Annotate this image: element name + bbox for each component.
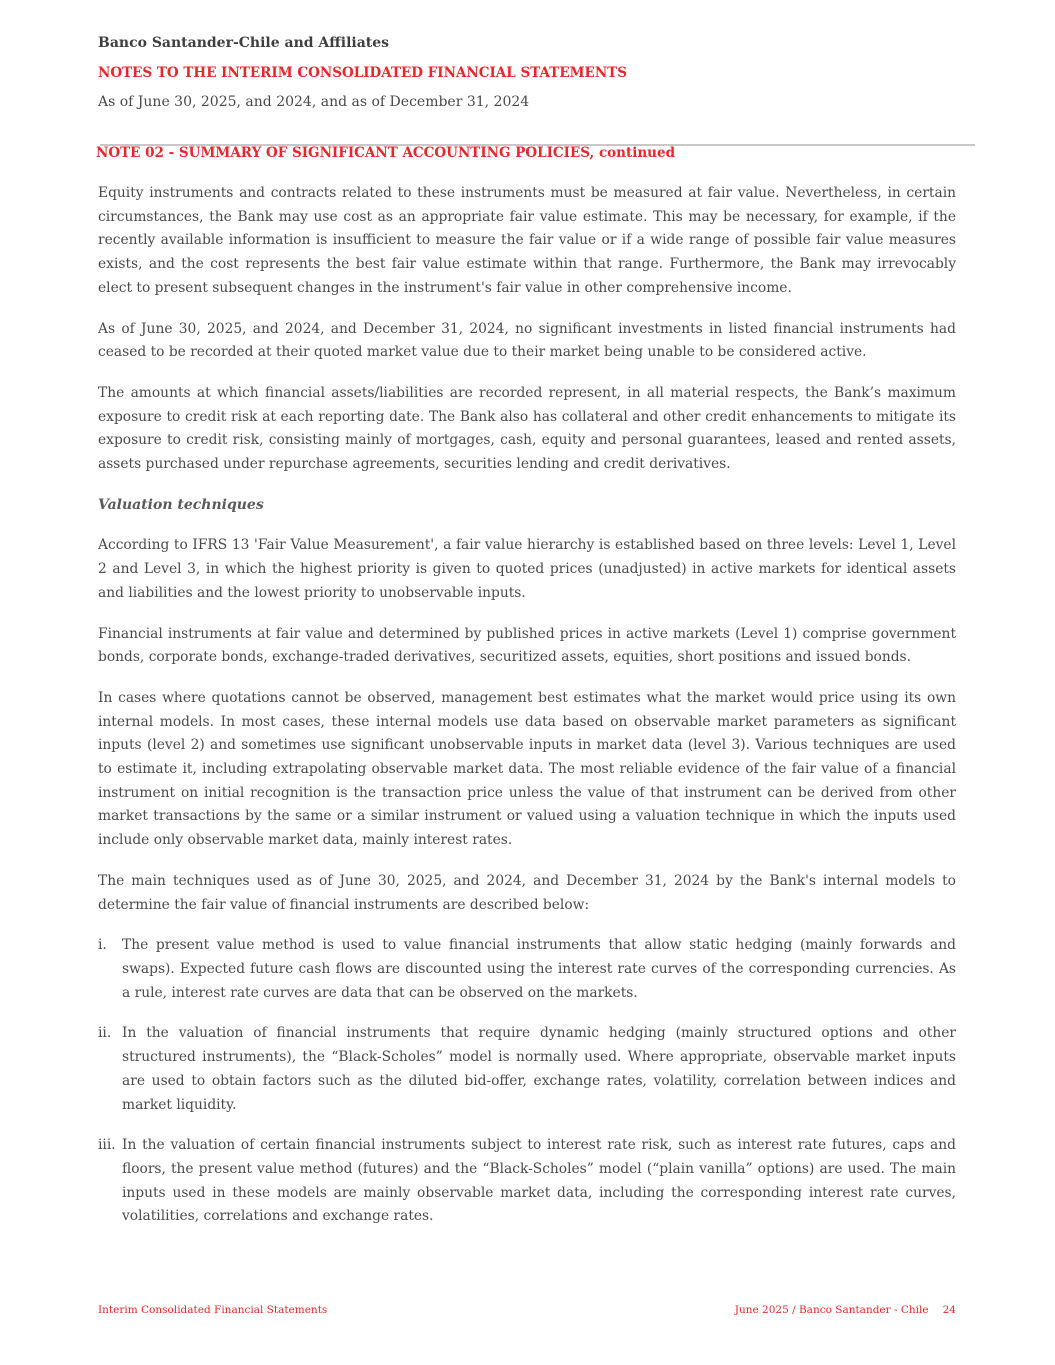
paragraph-credit-exposure: The amounts at which financial assets/liabilities are recorded represent, in all material respects, the Bank’s maximum exposure to credit risk at each reporting date. The Bank also has collateral and other credit enhancements to mitigate its exposure to credit risk, consisting mainly of mortgages, cash, equity and personal guarantees, leased and rented assets, assets purchased under repurchase agreements, securities lending and credit derivatives.: [98, 384, 956, 473]
list-item-text: In the valuation of financial instruments that require dynamic hedging (mainly structured options and other structured instruments), the “Black-Scholes” model is normally used. Where appropriate, observable market inputs are used to obtain factors such as the diluted bid-offer, exchange rates, volatility, correlation between indices and market liquidity.: [122, 1025, 956, 1113]
paragraph-listed-investments: As of June 30, 2025, and 2024, and December 31, 2024, no significant investments in listed financial instruments had ceased to be recorded at their quoted market value due to their market being unable to be considered active.: [98, 320, 956, 361]
page-number: 24: [942, 1304, 956, 1316]
paragraph-fair-value-hierarchy: According to IFRS 13 'Fair Value Measurement', a fair value hierarchy is established based on three levels: Level 1, Level 2 and Level 3, in which the highest priority is given to quoted prices (unadjusted) in active markets for identical assets and liabilities and the lowest priority to unobservable inputs.: [98, 537, 956, 601]
paragraph-internal-models: In cases where quotations cannot be observed, management best estimates what the market would price using its own internal models. In most cases, these internal models use data based on observable market parameters as significant inputs (level 2) and sometimes use significant unobservable inputs in market data (level 3). Various techniques are used to estimate it, including extrapolating observable market data. The most reliable evidence of the fair value of a financial instrument on initial recognition is the transaction price unless the value of that instrument can be derived from other market transactions by the same or a similar instrument or valued using a valuation technique in which the inputs used include only observable market data, mainly interest rates.: [98, 689, 956, 849]
paragraph-level-1-instruments: Financial instruments at fair value and determined by published prices in active markets (Level 1) comprise government bonds, corporate bonds, exchange-traded derivatives, securitized assets, equities, short positions and issued bonds.: [98, 625, 956, 666]
list-item: [98, 934, 956, 1005]
note-body: [98, 182, 956, 1246]
list-item-text: In the valuation of certain financial instruments subject to interest rate risk, such as interest rate futures, caps and floors, the present value method (futures) and the “Black-Scholes” model (“plain vanilla” options) are used. The main inputs used in these models are mainly observable market data, including the corresponding interest rate curves, volatilities, correlations and exchange rates.: [122, 1137, 956, 1225]
footer-right: [735, 1302, 956, 1318]
notes-title: NOTES TO THE INTERIM CONSOLIDATED FINANCIAL STATEMENTS: [98, 65, 627, 81]
list-marker: i.: [98, 937, 107, 954]
list-item-text: The present value method is used to value financial instruments that allow static hedging (mainly forwards and swaps). Expected future cash flows are discounted using the interest rate curves of the corresponding currencies. As a rule, interest rate curves are data that can be observed on the markets.: [122, 937, 956, 1001]
company-name: Banco Santander-Chile and Affiliates: [98, 35, 390, 51]
list-marker: ii.: [98, 1025, 112, 1042]
paragraph-main-techniques: The main techniques used as of June 30, 2025, and 2024, and December 31, 2024 by the Bank's internal models to determine the fair value of financial instruments are described below:: [98, 872, 956, 913]
list-marker: iii.: [98, 1137, 116, 1154]
page-header: [98, 33, 958, 112]
note-heading: NOTE 02 - SUMMARY OF SIGNIFICANT ACCOUNTING POLICIES, continued: [96, 145, 676, 161]
subheading-valuation-techniques: Valuation techniques: [98, 496, 264, 513]
list-item: [98, 1134, 956, 1229]
paragraph-equity-instruments: Equity instruments and contracts related to these instruments must be measured at fair value. Nevertheless, in certain circumstances, the Bank may use cost as an appropriate fair value estimate. This may be necessary, for example, if the recently available information is insufficient to measure the fair value or if a wide range of possible fair value measures exists, and the cost represents the best fair value estimate within that range. Furthermore, the Bank may irrevocably elect to present subsequent changes in the instrument's fair value in other comprehensive income.: [98, 185, 956, 296]
footer-report-period: June 2025 / Banco Santander - Chile: [734, 1304, 929, 1316]
reporting-period: As of June 30, 2025, and 2024, and as of December 31, 2024: [98, 94, 530, 110]
list-item: [98, 1022, 956, 1117]
footer-document-title: Interim Consolidated Financial Statements: [98, 1304, 328, 1316]
